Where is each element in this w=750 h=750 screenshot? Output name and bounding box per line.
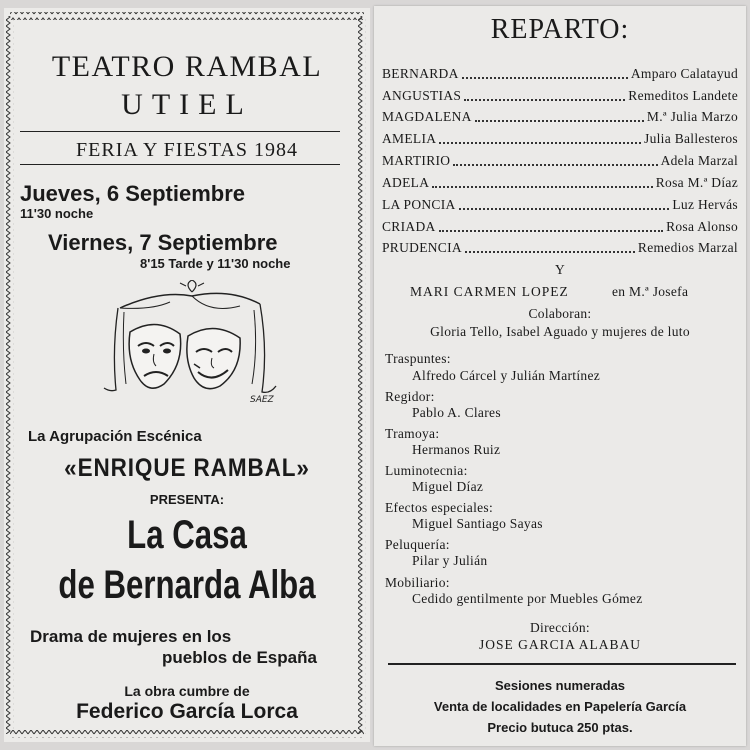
divider-top: [20, 131, 340, 132]
cast-actor: Remeditos Landete: [628, 88, 738, 103]
obra-cumbre: La obra cumbre de: [124, 683, 250, 699]
dot-leader: [462, 77, 628, 79]
cast-row: [382, 171, 738, 191]
cast-row: [382, 127, 738, 147]
program-cover: [4, 8, 370, 742]
presenta-label: PRESENTA:: [149, 492, 225, 507]
cast-role: LA PONCIA: [382, 197, 456, 212]
crew-value: Alfredo Cárcel y Julián Martínez: [412, 368, 601, 383]
cast-actor: Rosa M.ª Díaz: [655, 175, 738, 190]
cast-role: ADELA: [382, 175, 430, 190]
cast-actor: Amparo Calatayud: [630, 66, 738, 81]
footer-line-3: Precio butuca 250 ptas.: [487, 720, 633, 735]
performance-time-2: 8'15 Tarde y 11'30 noche: [140, 256, 291, 271]
cast-role: MARTIRIO: [382, 153, 451, 168]
cast-actor: M.ª Julia Marzo: [646, 109, 738, 124]
crew-value: Cedido gentilmente por Muebles Gómez: [412, 591, 643, 606]
colaboran-names: Gloria Tello, Isabel Aguado y mujeres de luto: [430, 324, 690, 339]
cast-actor: Adela Marzal: [660, 153, 738, 168]
play-title-line-1: La Casa: [127, 513, 247, 557]
divider-bottom: [20, 164, 340, 165]
cast-actor: Julia Ballesteros: [644, 131, 738, 146]
dot-leader: [465, 251, 635, 253]
footer-line-1: Sesiones numeradas: [494, 678, 626, 693]
cast-row: [382, 236, 738, 256]
crew-label: Peluquería:: [385, 537, 450, 552]
dot-leader: [459, 208, 670, 210]
crew-value: Miguel Santiago Sayas: [412, 516, 543, 531]
cast-row: [382, 149, 738, 169]
cast-row: [382, 193, 738, 213]
author-name: Federico García Lorca: [76, 700, 298, 723]
dot-leader: [475, 120, 644, 122]
cast-role: ANGUSTIAS: [382, 88, 462, 103]
group-intro: La Agrupación Escénica: [28, 428, 202, 445]
crew-label: Traspuntes:: [385, 351, 451, 366]
crew-value: Pablo A. Clares: [412, 405, 501, 420]
and-separator: Y: [554, 262, 566, 277]
footer-line-2: Venta de localidades en Papelería García: [433, 699, 687, 714]
city-name: UTIEL: [121, 88, 253, 121]
reparto-heading: REPARTO:: [490, 14, 630, 45]
crew-value: Hermanos Ruiz: [412, 442, 501, 457]
play-title-line-2: de Bernarda Alba: [58, 563, 316, 607]
cast-actor: Luz Hervás: [672, 197, 738, 212]
cast-role: BERNARDA: [382, 66, 459, 81]
cast-role: PRUDENCIA: [382, 240, 462, 255]
cast-row: [382, 215, 738, 235]
cast-panel: [374, 6, 746, 746]
dot-leader: [464, 99, 625, 101]
crew-label: Luminotecnia:: [385, 463, 468, 478]
dot-leader: [453, 164, 657, 166]
cast-row: [382, 84, 738, 104]
crew-value: Pilar y Julián: [412, 553, 488, 568]
cast-actor: Rosa Alonso: [666, 219, 738, 234]
cast-actor: Remedios Marzal: [637, 240, 738, 255]
crew-label: Efectos especiales:: [385, 500, 494, 515]
cast-row: [382, 105, 738, 125]
director-name: JOSE GARCIA ALABAU: [478, 637, 642, 652]
footer-divider: [388, 663, 736, 665]
play-subtitle-line-1: Drama de mujeres en los: [30, 627, 232, 646]
play-subtitle-line-2: pueblos de España: [162, 648, 317, 667]
performance-date-1: Jueves, 6 Septiembre: [20, 181, 246, 206]
direccion-label: Dirección:: [530, 620, 590, 635]
theatre-masks-icon: [100, 280, 280, 404]
crew-label: Regidor:: [385, 389, 435, 404]
illustrator-signature: SAEZ: [250, 395, 274, 404]
performance-time-1: 11'30 noche: [20, 206, 94, 221]
special-actor: MARI CARMEN LOPEZ: [410, 284, 569, 299]
dot-leader: [439, 230, 664, 232]
cast-role: AMELIA: [382, 131, 437, 146]
company-name: «ENRIQUE RAMBAL»: [64, 454, 310, 482]
festival-name: FERIA Y FIESTAS 1984: [76, 139, 298, 161]
crew-value: Miguel Díaz: [412, 479, 484, 494]
cast-role: CRIADA: [382, 219, 436, 234]
performance-date-2: Viernes, 7 Septiembre: [48, 230, 278, 255]
special-role: en M.ª Josefa: [612, 284, 689, 299]
dot-leader: [432, 186, 653, 188]
crew-label: Tramoya:: [385, 426, 440, 441]
theatre-name: TEATRO RAMBAL: [51, 50, 323, 83]
colaboran-label: Colaboran:: [528, 306, 592, 321]
cast-role: MAGDALENA: [382, 109, 472, 124]
dot-leader: [439, 142, 641, 144]
crew-label: Mobiliario:: [385, 575, 450, 590]
cast-row: [382, 62, 738, 82]
